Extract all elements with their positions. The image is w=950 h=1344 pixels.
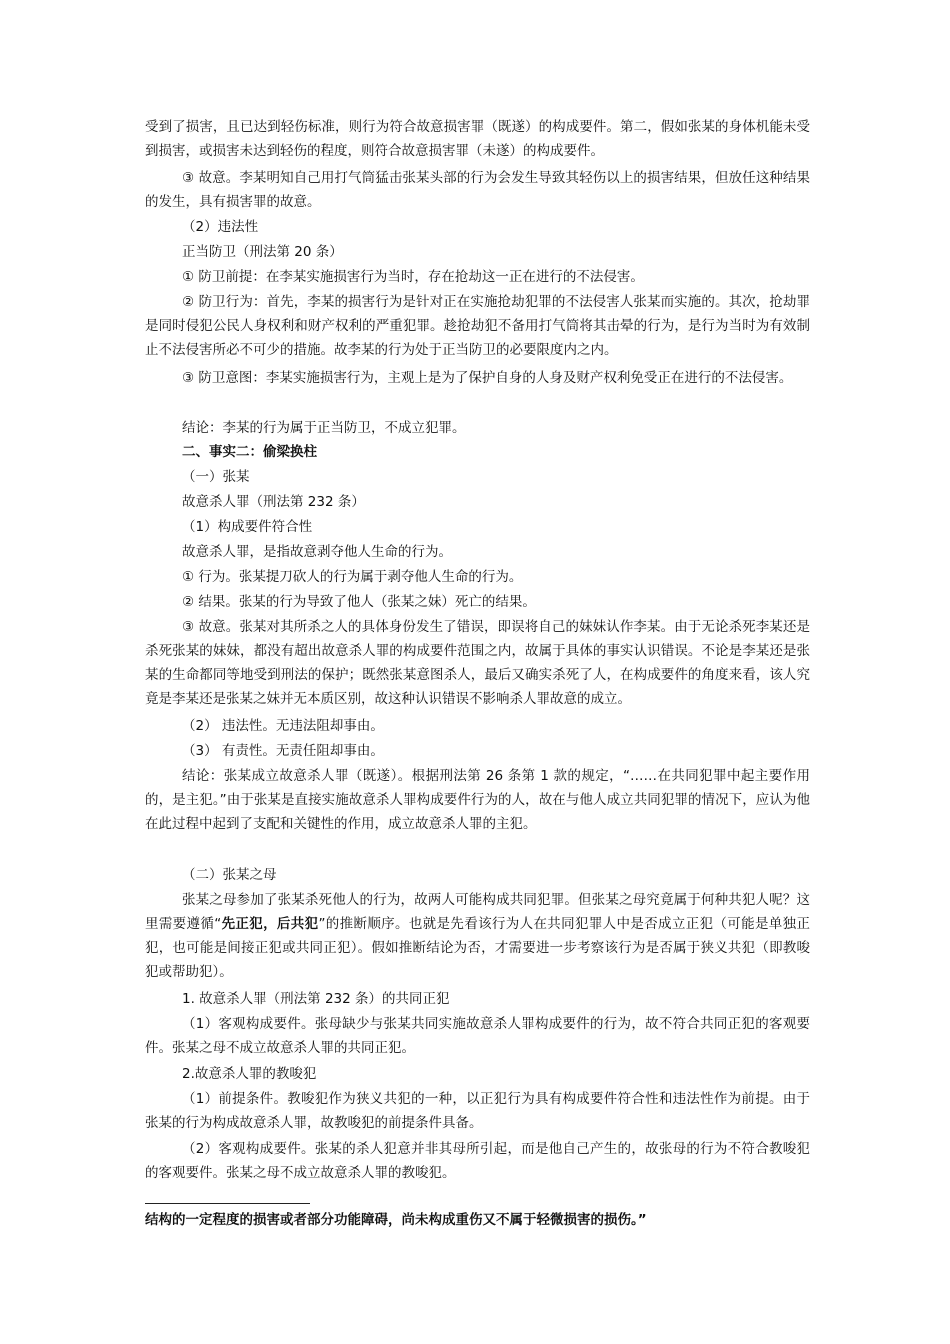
footnote-text: 结构的一定程度的损害或者部分功能障碍，尚未构成重伤又不属于轻微损害的损伤。” — [145, 1212, 647, 1228]
emphasis-principal-first: 先正犯，后共犯 — [221, 916, 319, 932]
paragraph-defense-premise: ① 防卫前提：在李某实施损害行为当时，存在抢劫这一正在进行的不法侵害。 — [182, 269, 644, 285]
section-heading-fact-two: 二、事实二：偷梁换柱 — [182, 444, 317, 460]
heading-joint-principal: 1. 故意杀人罪（刑法第 232 条）的共同正犯 — [182, 991, 450, 1007]
paragraph-mother-intro — [145, 888, 810, 984]
paragraph-injury-result: 受到了损害，且已达到轻伤标准，则行为符合故意损害罪（既遂）的构成要件。第二，假如张某的身体机能未受到损害，或损害未达到轻伤的程度，则符合故意损害罪（未遂）的构成要件。 — [145, 119, 810, 159]
heading-elements: （1）构成要件符合性 — [182, 519, 313, 535]
heading-zhang-mother: （二）张某之母 — [182, 867, 277, 883]
paragraph-objective-elements-joint: （1）客观构成要件。张母缺少与张某共同实施故意杀人罪构成要件的行为，故不符合共同正犯的客观要件。张某之母不成立故意杀人罪的共同正犯。 — [145, 1016, 810, 1056]
paragraph-defense-intent: ③ 防卫意图：李某实施损害行为，主观上是为了保护自身的人身及财产权利免受正在进行的不法侵害。 — [182, 370, 793, 386]
footnote-separator — [145, 1203, 310, 1204]
paragraph-conclusion-zhang: 结论：张某成立故意杀人罪（既遂）。根据刑法第 26 条第 1 款的规定，“……在共同犯罪中起主要作用的，是主犯。”由于张某是直接实施故意杀人罪构成要件行为的人，故在与他人成立共同犯罪的情况下，应认为他在此过程中起到了支配和关键性的作用，成立故意杀人罪的主犯。 — [145, 768, 810, 832]
paragraph-act: ① 行为。张某提刀砍人的行为属于剥夺他人生命的行为。 — [182, 569, 523, 585]
paragraph-defense-act: ② 防卫行为：首先，李某的损害行为是针对正在实施抢劫犯罪的不法侵害人张某而实施的。其次，抢劫罪是同时侵犯公民人身权利和财产权利的严重犯罪。趁抢劫犯不备用打气筒将其击晕的行为，是行为当时为有效制止不法侵害所必不可少的措施。故李某的行为处于正当防卫的必要限度内之内。 — [145, 294, 810, 358]
paragraph-mother-intro-start: 张某之母参加了张某杀死他人的行为，故两人可能构成共同犯罪。但张某之母究竟属于何种共犯人呢？这里需要遵循“ — [145, 892, 810, 932]
paragraph-conclusion-li: 结论：李某的行为属于正当防卫，不成立犯罪。 — [182, 420, 466, 436]
paragraph-intent-li: ③ 故意。李某明知自己用打气筒猛击张某头部的行为会发生导致其轻伤以上的损害结果，但放任这种结果的发生，具有损害罪的故意。 — [145, 170, 810, 210]
paragraph-result: ② 结果。张某的行为导致了他人（张某之妹）死亡的结果。 — [182, 594, 536, 610]
paragraph-culpability-zhang: （3） 有责性。无责任阻却事由。 — [182, 743, 384, 759]
paragraph-objective-elements-instigator: （2）客观构成要件。张某的杀人犯意并非其母所引起，而是他自己产生的，故张母的行为不符合教唆犯的客观要件。张某之母不成立故意杀人罪的教唆犯。 — [145, 1141, 810, 1181]
paragraph-precondition: （1）前提条件。教唆犯作为狭义共犯的一种，以正犯行为具有构成要件符合性和违法性作为前提。由于张某的行为构成故意杀人罪，故教唆犯的前提条件具备。 — [145, 1091, 810, 1131]
paragraph-mother-intro-rest: ”的推断顺序。也就是先看该行为人在共同犯罪人中是否成立正犯（可能是单独正犯，也可能是间接正犯或共同正犯）。假如推断结论为否，才需要进一步考察该行为是否属于狭义共犯（即教唆犯或帮助犯）。 — [145, 916, 810, 980]
heading-self-defense: 正当防卫（刑法第 20 条） — [182, 244, 343, 260]
heading-intentional-homicide: 故意杀人罪（刑法第 232 条） — [182, 494, 365, 510]
heading-illegality: （2）违法性 — [182, 219, 259, 235]
paragraph-homicide-definition: 故意杀人罪，是指故意剥夺他人生命的行为。 — [182, 544, 452, 560]
paragraph-intent-zhang: ③ 故意。张某对其所杀之人的具体身份发生了错误，即误将自己的妹妹认作李某。由于无论杀死李某还是杀死张某的妹妹，都没有超出故意杀人罪的构成要件范围之内，故属于具体的事实认识错误。不论是李某还是张某的生命都同等地受到刑法的保护；既然张某意图杀人，最后又确实杀死了人，在构成要件的角度来看，该人究竟是李某还是张某之妹并无本质区别，故这种认识错误不影响杀人罪故意的成立。 — [145, 619, 810, 707]
paragraph-illegality-zhang: （2） 违法性。无违法阻却事由。 — [182, 718, 384, 734]
heading-instigator: 2.故意杀人罪的教唆犯 — [182, 1066, 317, 1082]
heading-zhang: （一）张某 — [182, 469, 250, 485]
